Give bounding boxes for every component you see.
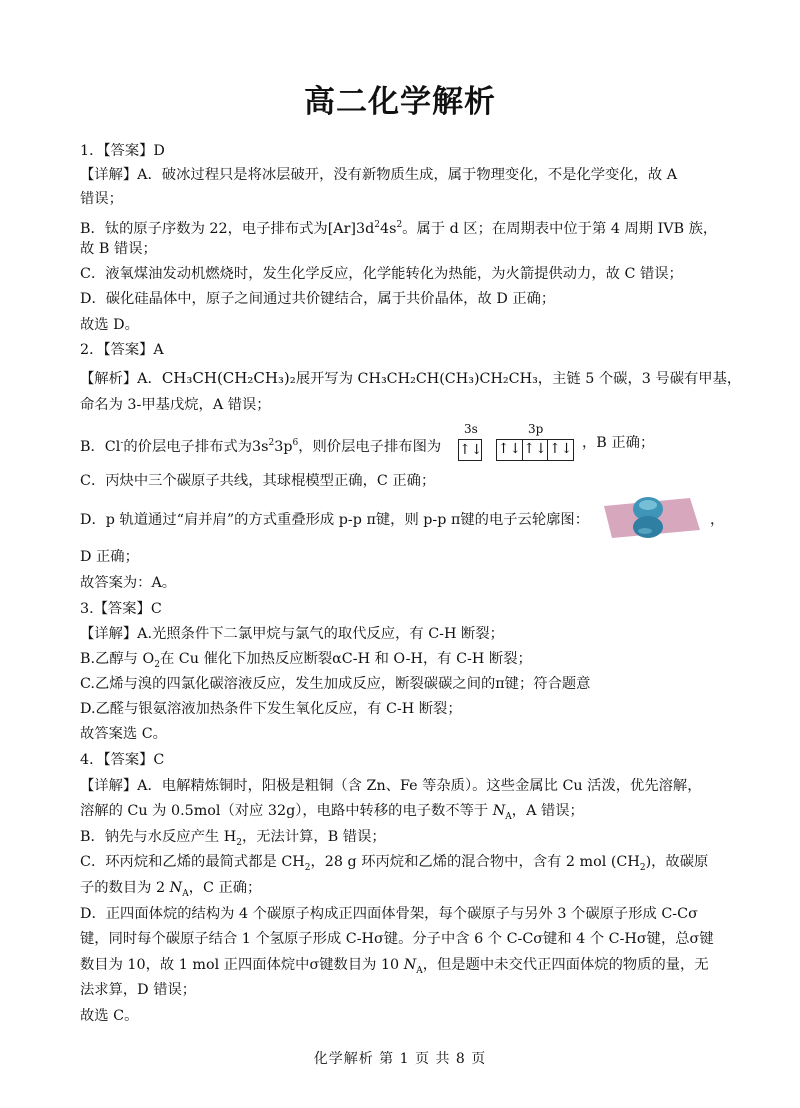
q2-line-end: ，B 正确； [582,435,655,451]
subscript: A [505,811,512,822]
q1-line [80,216,760,238]
text: ，无法计算，B 错误； [241,829,386,845]
q1-line: 【详解】A．破冰过程只是将冰层破开，没有新物质生成，属于物理变化，不是化学变化，故 A [80,167,678,183]
orbital-diagram [458,422,576,466]
q3-line [80,650,760,674]
q3-line: 【详解】A.光照条件下二氯甲烷与氯气的取代反应，有 C-H 断裂； [80,626,504,642]
q3-line: D.乙醛与银氨溶液加热条件下发生氧化反应，有 C-H 断裂； [80,701,462,717]
text: C．环丙烷和乙烯的最简式都是 CH [80,854,305,870]
text: ，但是题中未交代正四面体烷的物质的量，无 [422,957,709,973]
subscript: A [416,965,423,976]
superscript: 2 [374,220,380,230]
q4-line: 【详解】A．电解精炼铜时，阳极是粗铜（含 Zn、Fe 等杂质）。这些金属比 Cu 活泼，优先溶解， [80,778,702,794]
q4-answer: 4．【答案】C [80,752,165,768]
avogadro-symbol: N [403,957,417,973]
superscript: - [120,438,124,448]
text: 子的数目为 2 [80,880,170,896]
text: ，28 g 环丙烷和乙烯的混合物中，含有 2 mol (CH [310,854,640,870]
q4-line [80,828,760,852]
text: B.乙醇与 O [80,651,155,667]
text: 的价层电子排布式为3s [123,438,269,455]
orbital-label-3s: 3s [464,422,478,436]
page-footer: 化学解析 第 1 页 共 8 页 [313,1051,487,1067]
text: B．钛的原子序数为 22，电子排布式为[Ar]3d [80,220,375,237]
superscript: 6 [292,438,299,448]
q2-line-end: ， [710,512,725,528]
page-title: 高二化学解析 [304,84,496,120]
text: 数目为 10，故 1 mol 正四面体烷中σ键数目为 10 [80,957,404,973]
text: ，则价层电子排布图为 [298,438,442,455]
spin-arrows: ↑↓ [523,440,549,460]
q1-line: D．碳化硅晶体中，原子之间通过共价键结合，属于共价晶体，故 D 正确； [80,291,556,307]
q2-line: D 正确； [80,549,139,565]
superscript: 2 [396,220,403,230]
q3-answer: 3.【答案】C [80,601,162,617]
q4-line: D．正四面体烷的结构为 4 个碳原子构成正四面体骨架，每个碳原子与另外 3 个碳原子形成 C-Cσ [80,906,698,922]
q3-line: 故答案选 C。 [80,726,167,742]
q2-line: D．p 轨道通过“肩并肩”的方式重叠形成 p-p π键，则 p-p π键的电子云轮廓图： [80,512,590,528]
text: ，C 正确； [188,880,262,896]
q4-line [80,956,760,980]
text: 【解析】A． [80,371,162,387]
q2-line: 命名为 3-甲基戊烷，A 错误； [80,397,271,413]
q4-line: 键，同时每个碳原子结合 1 个氢原子形成 C-Hσ键。分子中含 6 个 C-Cσ键和 4 个 C-Hσ键，总σ键 [80,931,714,947]
q2-answer: 2．【答案】A [80,342,164,358]
text: 在 Cu 催化下加热反应断裂αC-H 和 O-H，有 C-H 断裂； [159,651,532,667]
q1-line: 故选 D。 [80,317,139,333]
orbital-box-3p [496,439,574,461]
q2-line: C．丙炔中三个碳原子共线，其球棍模型正确，C 正确； [80,473,436,489]
q2-line [80,369,760,388]
text: )，故碳原 [645,854,709,870]
text: 展开写为 CH₃CH₂CH(CH₃)CH₂CH₃，主链 5 个碳，3 号碳有甲基， [295,371,742,387]
q2-line: 故答案为：A。 [80,575,177,591]
spin-arrows: ↑↓ [459,442,483,458]
superscript: 2 [268,438,275,448]
q4-line: 故选 C。 [80,1008,139,1024]
text: B．钠先与水反应产生 H [80,829,237,845]
q4-line [80,802,760,826]
text: 3p [274,438,293,455]
spin-arrows: ↑↓ [548,441,573,457]
q4-line [80,853,760,877]
text: 。属于 d 区；在周期表中位于第 4 周期 IVB 族， [402,220,718,237]
avogadro-symbol: N [169,880,183,896]
text: ，A 错误； [511,803,584,819]
subscript: A [182,888,189,899]
subscript: 2 [236,837,242,848]
q1-line: 故 B 错误； [80,241,157,257]
spin-arrows: ↑↓ [497,440,523,460]
subscript: 2 [154,659,160,670]
formula: CH₃CH(CH₂CH₃)₂ [161,369,296,387]
text: B．Cl [80,438,121,455]
pi-bond-electron-cloud-image [600,492,704,544]
q4-line [80,879,760,903]
avogadro-symbol: N [492,803,506,819]
text: 溶解的 Cu 为 0.5mol（对应 32g），电路中转移的电子数不等于 [80,803,493,819]
subscript: 2 [639,862,646,873]
subscript: 2 [304,862,311,873]
orbital-box-3s [458,439,482,461]
q1-line: 错误； [80,191,123,207]
q1-line: C．液氧煤油发动机燃烧时，发生化学反应，化学能转化为热能，为火箭提供动力，故 C 错误； [80,266,683,282]
text: 4s [380,220,397,237]
q1-answer: 1．【答案】D [80,143,165,159]
q4-line: 法求算，D 错误； [80,982,197,998]
orbital-label-3p: 3p [528,422,544,436]
q3-line: C.乙烯与溴的四氯化碳溶液反应，发生加成反应，断裂碳碳之间的π键；符合题意 [80,676,591,692]
